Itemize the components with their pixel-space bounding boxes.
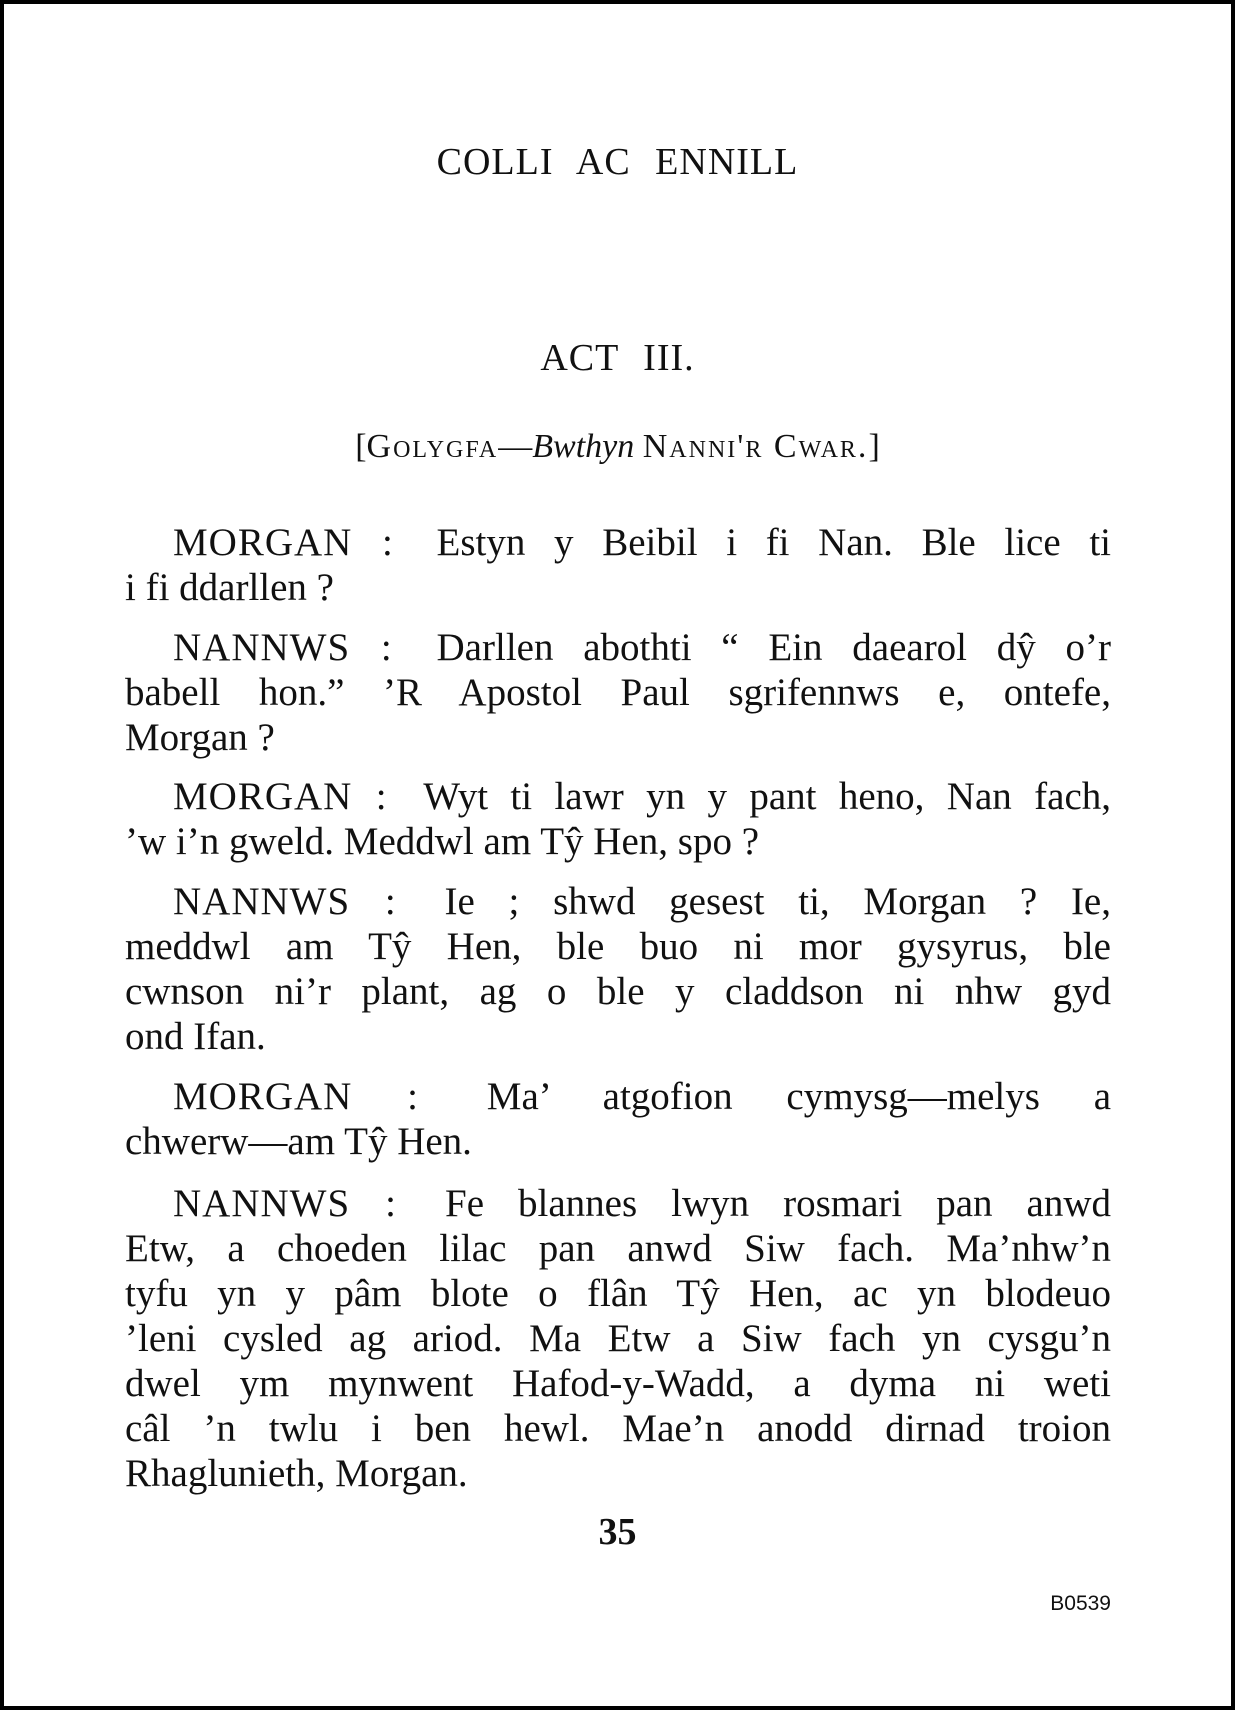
line-text: Estyn y Beibil i fi Nan. Ble lice ti xyxy=(436,521,1112,564)
text-line xyxy=(125,969,1111,1014)
line-text: Ie ; shwd gesest ti, Morgan ? Ie, xyxy=(444,880,1111,923)
text-line xyxy=(125,715,1111,760)
dialogue-paragraph xyxy=(125,1181,1111,1496)
line-text: Fe blannes lwyn rosmari pan anwd xyxy=(445,1182,1112,1225)
line-text: dwel ym mynwent Hafod-y-Wadd, a dyma ni weti xyxy=(125,1362,1111,1405)
text-line xyxy=(125,1406,1111,1451)
line-text: Morgan ? xyxy=(125,716,275,759)
stage-label: Golygfa xyxy=(366,428,499,465)
text-line xyxy=(125,774,1111,819)
line-text: ’w i’n gweld. Meddwl am Tŷ Hen, spo ? xyxy=(125,820,759,863)
stage-place-italic: Bwthyn xyxy=(532,428,635,465)
text-line xyxy=(125,1316,1111,1361)
dialogue-paragraph xyxy=(125,879,1111,1059)
text-line xyxy=(125,1074,1111,1119)
line-text: tyfu yn y pâm blote o flân Tŷ Hen, ac yn blodeuo xyxy=(125,1272,1111,1315)
text-line xyxy=(125,1361,1111,1406)
text-line xyxy=(125,879,1111,924)
dialogue-paragraph xyxy=(125,774,1111,864)
line-text: Darllen abothti “ Ein daearol dŷ o’r xyxy=(436,626,1111,669)
text-line xyxy=(125,1226,1111,1271)
text-line xyxy=(125,625,1111,670)
stage-place: Nanni'r Cwar. xyxy=(642,428,869,465)
line-text: cwnson ni’r plant, ag o ble y claddson ni nhw gyd xyxy=(125,970,1111,1013)
dash: — xyxy=(498,428,533,465)
text-line xyxy=(125,819,1111,864)
page-number: 35 xyxy=(598,1511,637,1553)
speaker-name: NANNWS : xyxy=(173,626,393,669)
line-text: câl ’n twlu i ben hewl. Mae’n anodd dirnad troion xyxy=(125,1407,1111,1450)
text-line xyxy=(125,520,1111,565)
text-line xyxy=(125,1181,1111,1226)
line-text: Etw, a choeden lilac pan anwd Siw fach. Ma’nhw’n xyxy=(125,1227,1111,1270)
act-heading: ACT III. xyxy=(540,337,695,379)
line-text: Ma’ atgofion cymysg—melys a xyxy=(486,1075,1112,1118)
text-line xyxy=(125,565,1111,610)
line-text: babell hon.” ’R Apostol Paul sgrifennws e, ontefe, xyxy=(125,671,1111,714)
speaker-name: MORGAN : xyxy=(173,775,388,818)
dialogue-paragraph xyxy=(125,1074,1111,1164)
speaker-name: NANNWS : xyxy=(173,1182,397,1225)
line-text: Rhaglunieth, Morgan. xyxy=(125,1452,468,1495)
document-code: B0539 xyxy=(1050,1592,1111,1615)
text-line xyxy=(125,1271,1111,1316)
text-line xyxy=(125,924,1111,969)
line-text: i fi ddarllen ? xyxy=(125,566,334,609)
dialogue-paragraph xyxy=(125,520,1111,610)
text-line xyxy=(125,1014,1111,1059)
text-line xyxy=(125,1119,1111,1164)
bracket-open: [ xyxy=(355,428,367,465)
dialogue-paragraph xyxy=(125,625,1111,760)
speaker-name: MORGAN : xyxy=(173,1075,419,1118)
line-text: chwerw—am Tŷ Hen. xyxy=(125,1120,472,1163)
book-title: COLLI AC ENNILL xyxy=(436,141,799,183)
line-text: meddwl am Tŷ Hen, ble buo ni mor gysyrus, ble xyxy=(125,925,1111,968)
stage-direction xyxy=(0,428,1235,466)
bracket-close: ] xyxy=(868,428,880,465)
line-text: Wyt ti lawr yn y pant heno, Nan fach, xyxy=(423,775,1112,818)
speaker-name: NANNWS : xyxy=(173,880,397,923)
line-text: ’leni cysled ag ariod. Ma Etw a Siw fach yn cysgu’n xyxy=(125,1317,1111,1360)
speaker-name: MORGAN : xyxy=(173,521,394,564)
text-line xyxy=(125,670,1111,715)
text-line xyxy=(125,1451,1111,1496)
line-text: ond Ifan. xyxy=(125,1015,266,1058)
